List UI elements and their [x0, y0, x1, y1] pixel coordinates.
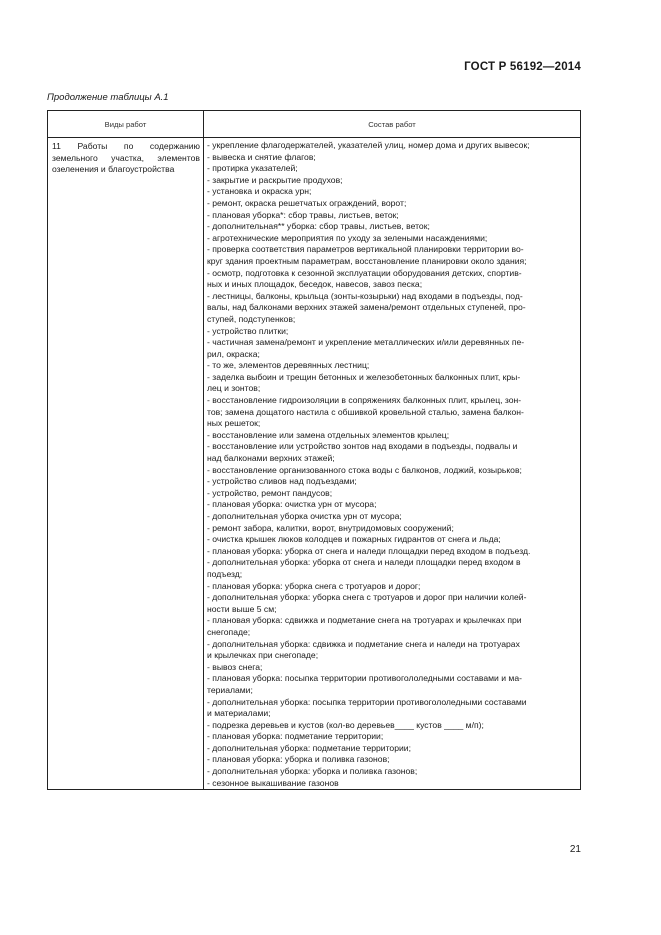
composition-line: - плановая уборка: уборка от снега и наледи площадки перед входом в подъезд.: [207, 545, 531, 556]
table-row: [48, 138, 581, 790]
composition-line: рил, окраска;: [207, 348, 260, 359]
composition-line: - плановая уборка: посыпка территории противогололедными составами и ма-: [207, 673, 522, 684]
composition-line: - осмотр, подготовка к сезонной эксплуатации оборудования детских, спортив-: [207, 267, 522, 278]
composition-cell: [204, 138, 581, 790]
composition-line: тов; замена дощатого настила с обшивкой кровельной сталью, замена балкон-: [207, 406, 524, 417]
composition-line: - агротехнические мероприятия по уходу за зелеными насаждениями;: [207, 232, 488, 243]
composition-line: - протирка указателей;: [207, 163, 298, 174]
composition-line: и крылечках при снегопаде;: [207, 650, 319, 661]
composition-line: - плановая уборка: сдвижка и подметание снега на тротуарах и крылечках при: [207, 615, 522, 626]
composition-line: лец и зонтов;: [207, 383, 261, 394]
composition-line: - плановая уборка: уборка и поливка газонов;: [207, 754, 390, 765]
work-type-cell: 11 Работы по содержанию земельного участка, элементов озеленения и благоустройства: [48, 138, 204, 790]
composition-line: - вывеска и снятие флагов;: [207, 151, 316, 162]
composition-line: - дополнительная уборка: подметание территории;: [207, 742, 411, 753]
composition-line: - ремонт забора, калитки, ворот, внутридомовых сооружений;: [207, 522, 454, 533]
composition-line: - частичная замена/ремонт и укрепление металлических и/или деревянных пе-: [207, 337, 525, 348]
composition-line: - дополнительная уборка: уборка и поливка газонов;: [207, 766, 418, 777]
works-table: [47, 110, 581, 790]
composition-line: над балконами верхних этажей;: [207, 453, 335, 464]
column-header-composition: Состав работ: [204, 111, 581, 138]
composition-line: - проверка соответствия параметров вертикальной планировки территории во-: [207, 244, 524, 255]
composition-list: [207, 140, 577, 789]
table-caption: Продолжение таблицы А.1: [47, 92, 169, 103]
composition-line: - очистка крышек люков колодцев и пожарных гидрантов от снега и льда;: [207, 534, 501, 545]
composition-line: - закрытие и раскрытие продухов;: [207, 174, 343, 185]
composition-line: ных решеток;: [207, 418, 261, 429]
composition-line: - дополнительная** уборка: сбор травы, листьев, веток;: [207, 221, 430, 232]
composition-line: - плановая уборка: подметание территории;: [207, 731, 384, 742]
composition-line: - устройство сливов над подъездами;: [207, 476, 357, 487]
composition-line: - укрепление флагодержателей, указателей улиц, номер дома и других вывесок;: [207, 140, 530, 150]
composition-line: - заделка выбоин и трещин бетонных и железобетонных балконных плит, кры-: [207, 371, 521, 382]
composition-line: - восстановление или устройство зонтов над входами в подъезды, подвалы и: [207, 441, 518, 452]
composition-line: - вывоз снега;: [207, 661, 263, 672]
document-code: ГОСТ Р 56192—2014: [464, 61, 581, 73]
composition-line: - восстановление организованного стока воды с балконов, лоджий, козырьков;: [207, 464, 522, 475]
composition-line: териалами;: [207, 684, 253, 695]
composition-line: - дополнительная уборка: сдвижка и подметание снега и наледи на тротуарах: [207, 638, 520, 649]
composition-line: - восстановление или замена отдельных элементов крылец;: [207, 429, 450, 440]
composition-line: круг здания проектным параметрам, восстановление планировки около здания;: [207, 255, 527, 266]
composition-line: - дополнительная уборка очистка урн от мусора;: [207, 511, 402, 521]
composition-line: - сезонное выкашивание газонов: [207, 777, 339, 788]
table-header-row: [48, 111, 581, 138]
composition-line: - дополнительная уборка: уборка от снега и наледи площадки перед входом в: [207, 557, 521, 568]
composition-line: ступей, подступенков;: [207, 313, 296, 324]
composition-line: - установка и окраска урн;: [207, 186, 312, 197]
composition-line: - дополнительная уборка: посыпка территории противогололедными составами: [207, 696, 527, 707]
composition-line: - то же, элементов деревянных лестниц;: [207, 360, 370, 371]
composition-line: - устройство, ремонт пандусов;: [207, 487, 333, 498]
composition-line: - плановая уборка*: сбор травы, листьев, веток;: [207, 209, 399, 220]
composition-line: ных и иных площадок, беседок, навесов, завоз песка;: [207, 279, 423, 290]
composition-line: - лестницы, балконы, крыльца (зонты-козырьки) над входами в подъезды, под-: [207, 290, 523, 301]
composition-line: подъезд;: [207, 568, 243, 579]
composition-line: и материалами;: [207, 708, 271, 719]
composition-line: - плановая уборка: уборка снега с тротуаров и дорог;: [207, 580, 421, 591]
composition-line: - подрезка деревьев и кустов (кол-во деревьев____ кустов ____ м/п);: [207, 719, 484, 730]
composition-line: снегопаде;: [207, 626, 251, 637]
composition-line: валы, над балконами верхних этажей замена/ремонт отдельных ступеней, про-: [207, 302, 526, 313]
column-header-work-types: Виды работ: [48, 111, 204, 138]
composition-line: - ремонт, окраска решетчатых ограждений, ворот;: [207, 197, 407, 208]
composition-line: ности выше 5 см;: [207, 603, 277, 614]
page-number: 21: [569, 844, 581, 855]
composition-line: - устройство плитки;: [207, 325, 289, 336]
composition-line: - дополнительная уборка: уборка снега с тротуаров и дорог при наличии колей-: [207, 592, 527, 603]
composition-line: - плановая уборка: очистка урн от мусора;: [207, 499, 377, 510]
composition-line: - восстановление гидроизоляции в сопряжениях балконных плит, крылец, зон-: [207, 395, 522, 406]
